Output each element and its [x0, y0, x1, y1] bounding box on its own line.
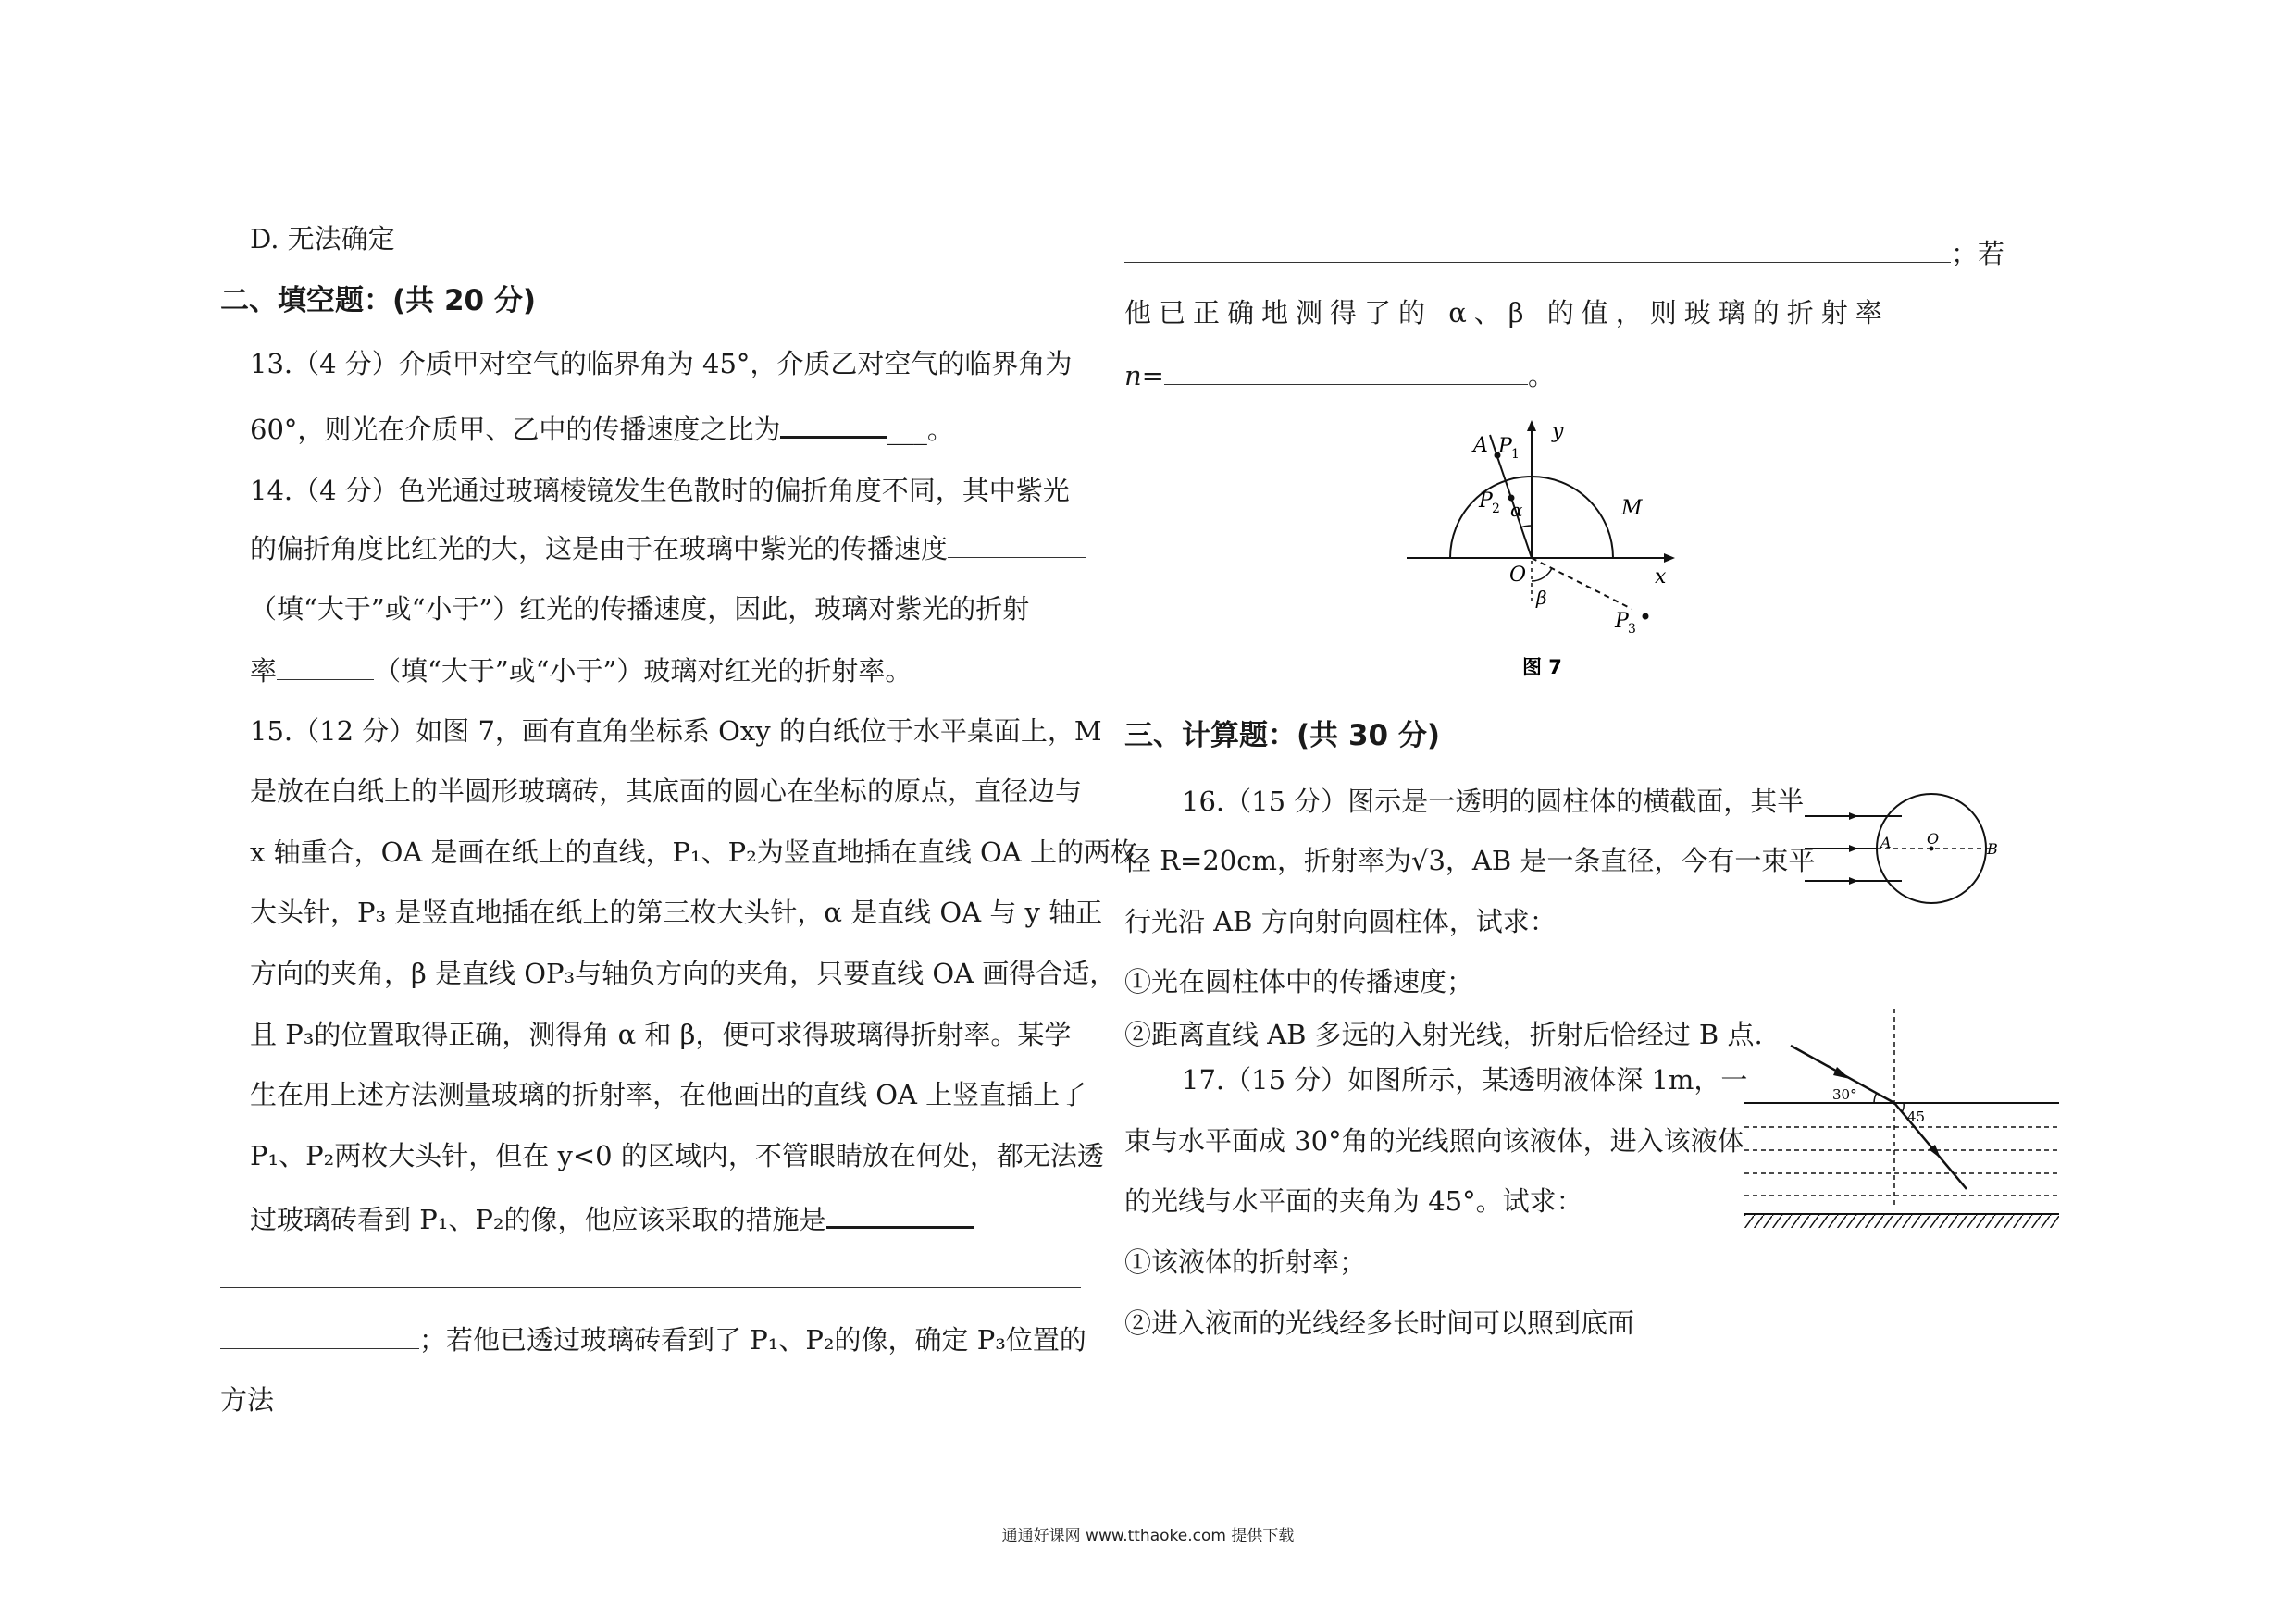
- q16-line1: 16.（15 分）图示是一透明的圆柱体的横截面，其半: [1182, 786, 1805, 817]
- pin-P3: [1643, 613, 1649, 620]
- q15-line2: 是放在白纸上的半圆形玻璃砖，其底面的圆心在坐标的原点，直径边与: [250, 775, 1083, 807]
- q15-line6: 且 P₃的位置取得正确，测得角 α 和 β，便可求得玻璃得折射率。某学: [250, 1019, 1072, 1050]
- q16-line2: 径 R=20cm，折射率为√3，AB 是一条直径，今有一束平: [1124, 845, 1816, 876]
- q15-line12: 方法: [220, 1384, 275, 1416]
- label-beta: β: [1536, 587, 1547, 609]
- q16-sub2: ②距离直线 AB 多远的入射光线，折射后恰经过 B 点.: [1124, 1019, 1763, 1050]
- label-A: A: [1473, 434, 1488, 457]
- q15-line10: [220, 1259, 1081, 1297]
- ray-bottom-arrow: [1849, 877, 1858, 885]
- q13-line2: 60°，则光在介质甲、乙中的传播速度之比为 ___。: [250, 408, 954, 448]
- angle-30-arc: [1874, 1093, 1877, 1103]
- q16-sub1: ①光在圆柱体中的传播速度；: [1124, 966, 1474, 997]
- r-line1: ；若: [1124, 234, 2004, 272]
- figure-16-diagram: [1805, 787, 1999, 907]
- page-footer: 通通好课网 www.tthaoke.com 提供下载: [1001, 1527, 1295, 1545]
- ray-middle-arrow: [1849, 845, 1858, 852]
- q15-line3: x 轴重合，OA 是画在纸上的直线，P₁、P₂为竖直地插在直线 OA 上的两枚: [250, 836, 1137, 868]
- label-P3: P: [1615, 610, 1629, 633]
- label-A: A: [1880, 834, 1892, 851]
- q15-blank-short: [220, 1320, 419, 1349]
- label-30: 30°: [1832, 1086, 1857, 1103]
- q15-blank-long: [220, 1259, 1081, 1288]
- x-axis-arrow: [1664, 553, 1675, 563]
- q17-line2: 束与水平面成 30°角的光线照向该液体，进入该液体: [1124, 1125, 1744, 1157]
- figure-17-diagram: [1744, 1009, 2064, 1240]
- q13-line1: 13.（4 分）介质甲对空气的临界角为 45°，介质乙对空气的临界角为: [250, 348, 1073, 379]
- label-P1: P: [1498, 435, 1512, 458]
- q14-line1: 14.（4 分）色光通过玻璃棱镜发生色散时的偏折角度不同，其中紫光: [250, 475, 1070, 506]
- label-O: O: [1509, 564, 1527, 587]
- q15-line4: 大头针，P₃ 是竖直地插在纸上的第三枚大头针，α 是直线 OA 与 y 轴正: [250, 897, 1103, 928]
- figure-7-caption: 图 7: [1522, 656, 1562, 678]
- label-45: 45: [1907, 1109, 1926, 1125]
- label-P2-sub: 2: [1492, 502, 1500, 516]
- q13-blank: [780, 408, 887, 439]
- r-line3: n= 。: [1124, 356, 1555, 394]
- y-axis-arrow: [1527, 420, 1536, 431]
- section2-title: 二、填空题：(共 20 分): [220, 284, 537, 317]
- q15-line7: 生在用上述方法测量玻璃的折射率，在他画出的直线 OA 上竖直插上了: [250, 1079, 1087, 1110]
- label-P3-sub: 3: [1628, 622, 1636, 637]
- label-B: B: [1987, 840, 1998, 858]
- angle-45-arc: [1902, 1103, 1904, 1112]
- q14-line2: 的偏折角度比红光的大，这是由于在玻璃中紫光的传播速度: [250, 529, 1086, 567]
- q17-line3: 的光线与水平面的夹角为 45°。试求：: [1124, 1185, 1583, 1217]
- q14-line3: （填“大于”或“小于”）红光的传播速度，因此，玻璃对紫光的折射: [250, 593, 1030, 625]
- r-blank-long: [1124, 234, 1951, 263]
- alpha-arc: [1520, 526, 1532, 527]
- figure-7-diagram: [1407, 415, 1703, 683]
- q17-sub2: ②进入液面的光线经多长时间可以照到底面: [1124, 1307, 1635, 1339]
- label-alpha: α: [1510, 499, 1523, 521]
- q15-line9: 过玻璃砖看到 P₁、P₂的像，他应该采取的措施是: [250, 1198, 974, 1238]
- q15-line8: P₁、P₂两枚大头针，但在 y<0 的区域内，不管眼睛放在何处，都无法透: [250, 1140, 1104, 1171]
- q17-line1: 17.（15 分）如图所示，某透明液体深 1m，一: [1182, 1064, 1748, 1096]
- q14-blank2: [277, 651, 374, 680]
- label-P1-sub: 1: [1511, 447, 1520, 462]
- label-O: O: [1927, 830, 1940, 848]
- bottom-hatching: [1744, 1215, 2059, 1228]
- option-d: D. 无法确定: [250, 223, 395, 254]
- r-line2: 他已正确地测得了的 α、β 的值，则玻璃的折射率: [1124, 297, 1890, 328]
- q14-blank1: [948, 529, 1086, 558]
- q17-sub1: ①该液体的折射率；: [1124, 1246, 1367, 1278]
- q16-line3: 行光沿 AB 方向射向圆柱体，试求：: [1124, 906, 1557, 937]
- ray-top-arrow: [1849, 812, 1858, 820]
- q15-line5: 方向的夹角，β 是直线 OP₃与轴负方向的夹角，只要直线 OA 画得合适，: [250, 958, 1117, 989]
- incident-ray-arrow: [1833, 1067, 1850, 1079]
- section3-title: 三、计算题：(共 30 分): [1124, 719, 1441, 752]
- label-y: y: [1552, 420, 1564, 443]
- q15-line11: ；若他已透过玻璃砖看到了 P₁、P₂的像，确定 P₃位置的: [220, 1320, 1086, 1358]
- refracted-ray: [1894, 1103, 1967, 1189]
- beta-arc: [1532, 568, 1552, 581]
- q15-blank-measure: [826, 1198, 974, 1229]
- label-P2: P: [1479, 489, 1493, 513]
- r-blank-n: [1164, 356, 1528, 385]
- label-x: x: [1655, 565, 1667, 588]
- label-M: M: [1621, 497, 1643, 520]
- q15-line1: 15.（12 分）如图 7，画有直角坐标系 Oxy 的白纸位于水平桌面上，M: [250, 715, 1102, 747]
- q14-line4: 率 （填“大于”或“小于”）玻璃对红光的折射率。: [250, 651, 912, 689]
